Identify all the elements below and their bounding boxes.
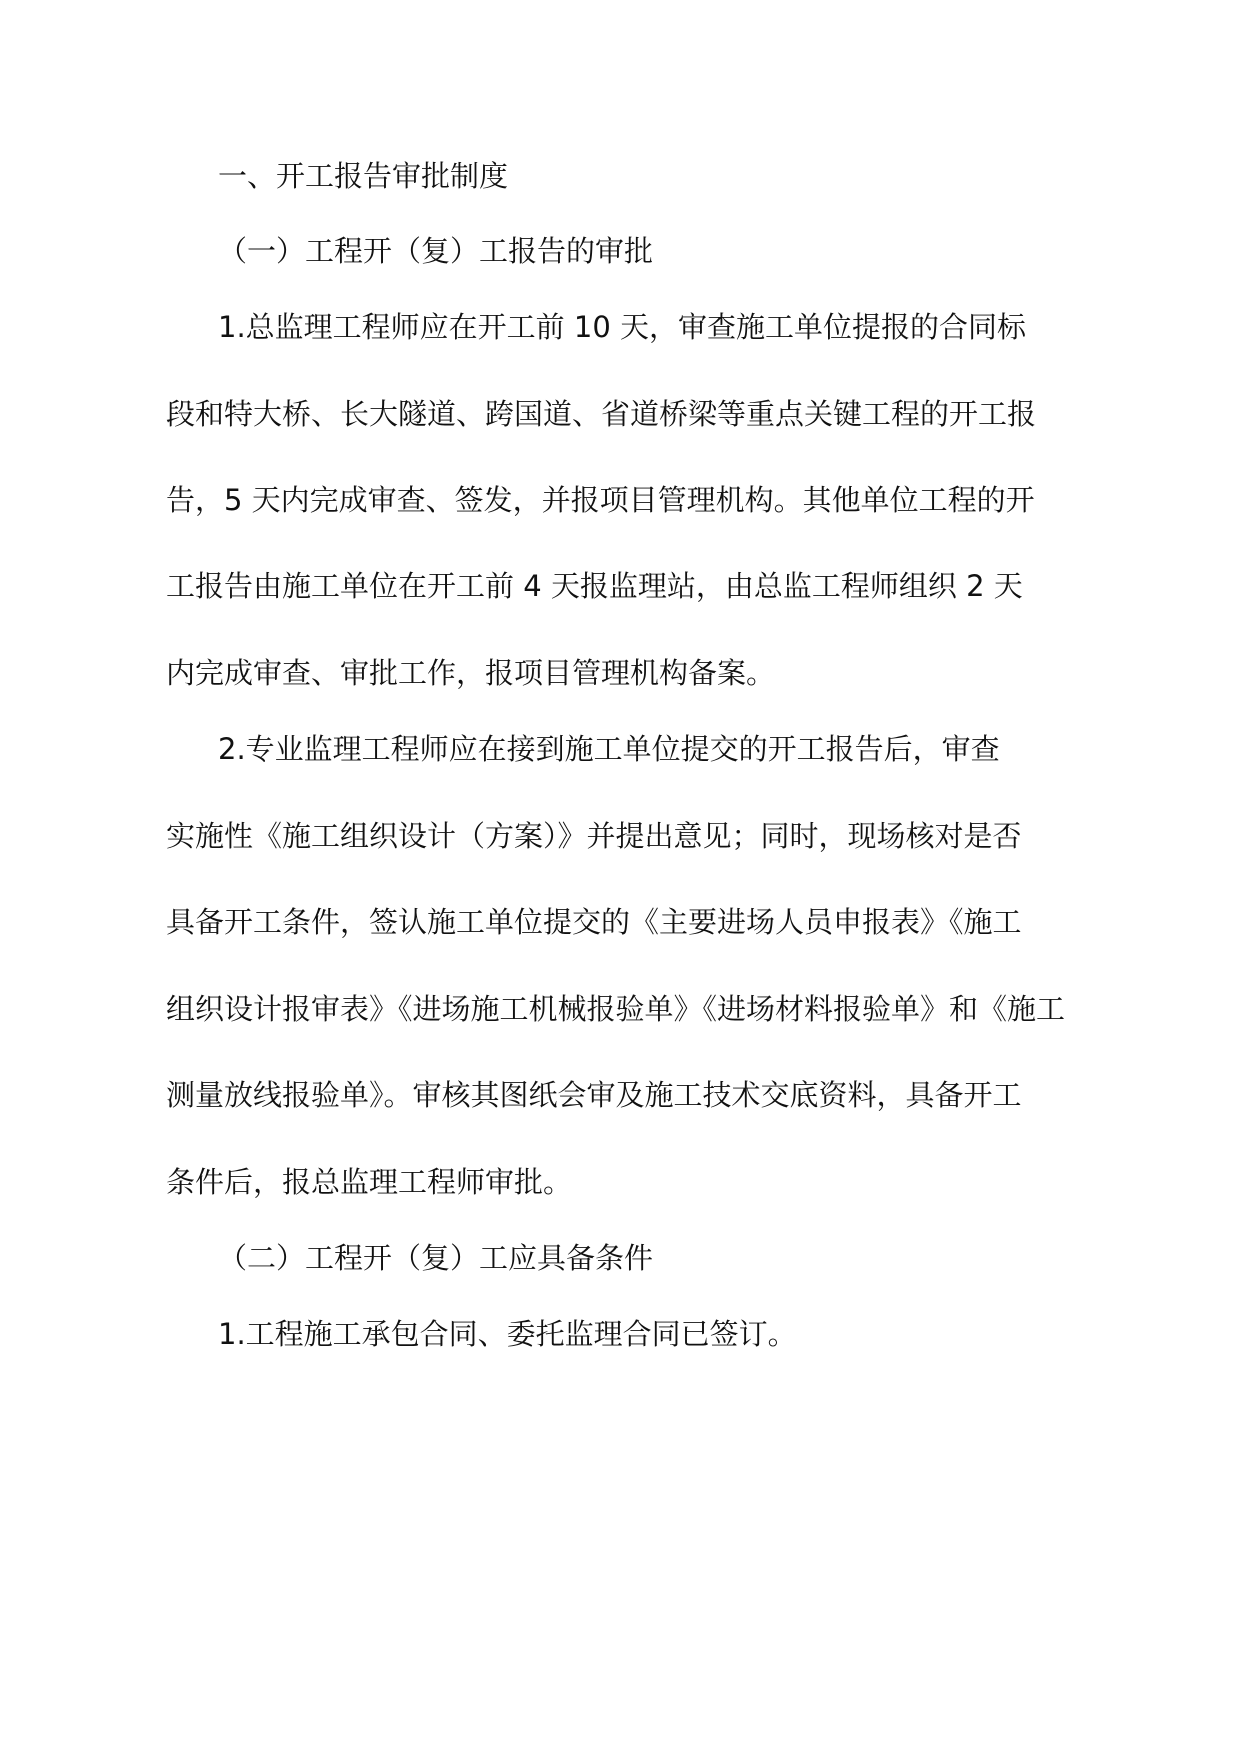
- section-title-1: （一）工程开（复）工报告的审批: [218, 234, 654, 268]
- paragraph-2-line-2: 实施性《施工组织设计（方案）》并提出意见；同时，现场核对是否: [166, 819, 1022, 853]
- paragraph-1-line-2: 段和特大桥、长大隧道、跨国道、省道桥梁等重点关键工程的开工报: [166, 397, 1037, 431]
- paragraph-2-line-4: 组织设计报审表》《进场施工机械报验单》《进场材料报验单》和《施工: [166, 992, 1066, 1026]
- section-title-2: （二）工程开（复）工应具备条件: [218, 1241, 654, 1275]
- paragraph-3-line-1: 1.工程施工承包合同、委托监理合同已签订。: [218, 1317, 797, 1351]
- paragraph-1-line-5: 内完成审查、审批工作，报项目管理机构备案。: [166, 656, 776, 690]
- paragraph-2-line-5: 测量放线报验单》。审核其图纸会审及施工技术交底资料，具备开工: [166, 1078, 1022, 1112]
- paragraph-2-line-1: 2.专业监理工程师应在接到施工单位提交的开工报告后，审查: [218, 732, 1000, 766]
- paragraph-1-line-1: 1.总监理工程师应在开工前 10 天，审查施工单位提报的合同标: [218, 310, 1027, 344]
- paragraph-2-line-3: 具备开工条件，签认施工单位提交的《主要进场人员申报表》《施工: [166, 905, 1022, 939]
- paragraph-1-line-3: 告，5 天内完成审查、签发，并报项目管理机构。其他单位工程的开: [166, 483, 1035, 517]
- paragraph-2-line-6: 条件后，报总监理工程师审批。: [166, 1165, 573, 1199]
- paragraph-1-line-4: 工报告由施工单位在开工前 4 天报监理站，由总监工程师组织 2 天: [166, 569, 1023, 603]
- document-heading: 一、开工报告审批制度: [218, 159, 509, 193]
